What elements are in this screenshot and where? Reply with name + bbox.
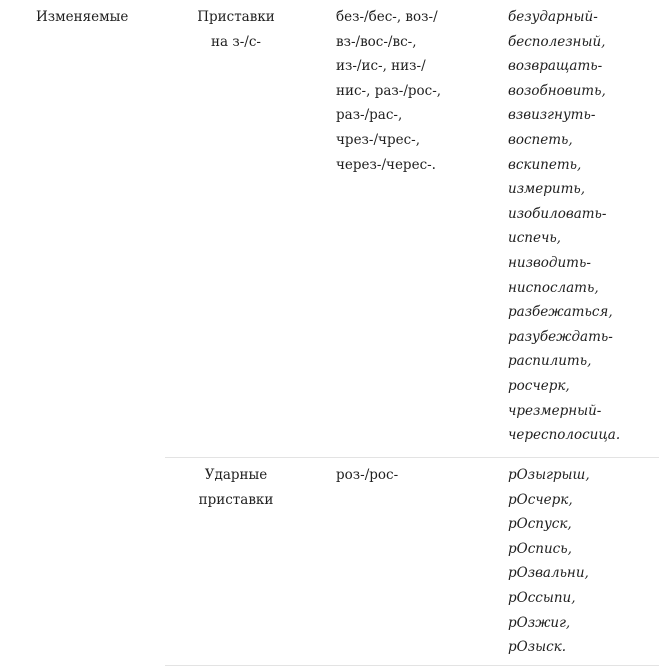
prefix-line: через-/черес-.	[336, 156, 436, 173]
subtype-cell-1	[180, 5, 292, 54]
example-word: разбежаться,	[508, 304, 613, 321]
example-word: вскипеть,	[508, 156, 582, 173]
example-word: рОзыск.	[508, 639, 566, 656]
subtype-line: на з-/с-	[211, 33, 261, 50]
example-word: распилить,	[508, 353, 592, 370]
example-word: рОзыгрыш,	[508, 467, 590, 483]
example-word: ниспослать,	[508, 279, 599, 296]
category-label: Изменяемые	[36, 9, 129, 25]
examples-cell-2	[508, 463, 590, 660]
row-divider	[165, 665, 659, 666]
examples-cell-1	[508, 5, 620, 448]
subtype-line: Приставки	[197, 9, 275, 25]
example-word: возвращать-	[508, 58, 603, 75]
category-cell	[36, 5, 128, 30]
example-word: изобиловать-	[508, 205, 607, 222]
example-word: низводить-	[508, 254, 591, 271]
prefixes-cell-2	[336, 463, 398, 488]
prefix-line: роз-/рос-	[336, 467, 399, 483]
example-word: испечь,	[508, 230, 561, 247]
example-word: взвизгнуть-	[508, 107, 596, 124]
prefix-line: раз-/рас-,	[336, 107, 403, 124]
example-word: росчерк,	[508, 377, 570, 394]
prefix-line: без-/бес-, воз-/	[336, 9, 438, 25]
example-word: рОзвальни,	[508, 565, 589, 582]
example-word: рОссыпи,	[508, 589, 576, 606]
example-word: чересполосица.	[508, 427, 621, 444]
prefix-line: вз-/вос-/вс-,	[336, 33, 417, 50]
example-word: возобновить,	[508, 82, 606, 99]
subtype-line: Ударные	[204, 467, 268, 483]
row-divider	[165, 457, 659, 458]
prefix-line: из-/ис-, низ-/	[336, 58, 426, 75]
example-word: чрезмерный-	[508, 402, 602, 419]
example-word: рОспуск,	[508, 516, 572, 533]
prefix-line: нис-, раз-/рос-,	[336, 82, 442, 99]
prefixes-cell-1	[336, 5, 441, 177]
example-word: измерить,	[508, 181, 586, 198]
example-word: бесполезный,	[508, 33, 606, 50]
example-word: рОсчерк,	[508, 491, 573, 508]
example-word: рОзжиг,	[508, 614, 571, 631]
example-word: рОспись,	[508, 540, 572, 557]
subtype-cell-2	[180, 463, 292, 512]
example-word: безударный-	[508, 9, 598, 25]
prefix-line: чрез-/чрес-,	[336, 131, 420, 148]
example-word: воспеть,	[508, 131, 573, 148]
example-word: разубеждать-	[508, 328, 613, 345]
subtype-line: приставки	[198, 491, 274, 508]
